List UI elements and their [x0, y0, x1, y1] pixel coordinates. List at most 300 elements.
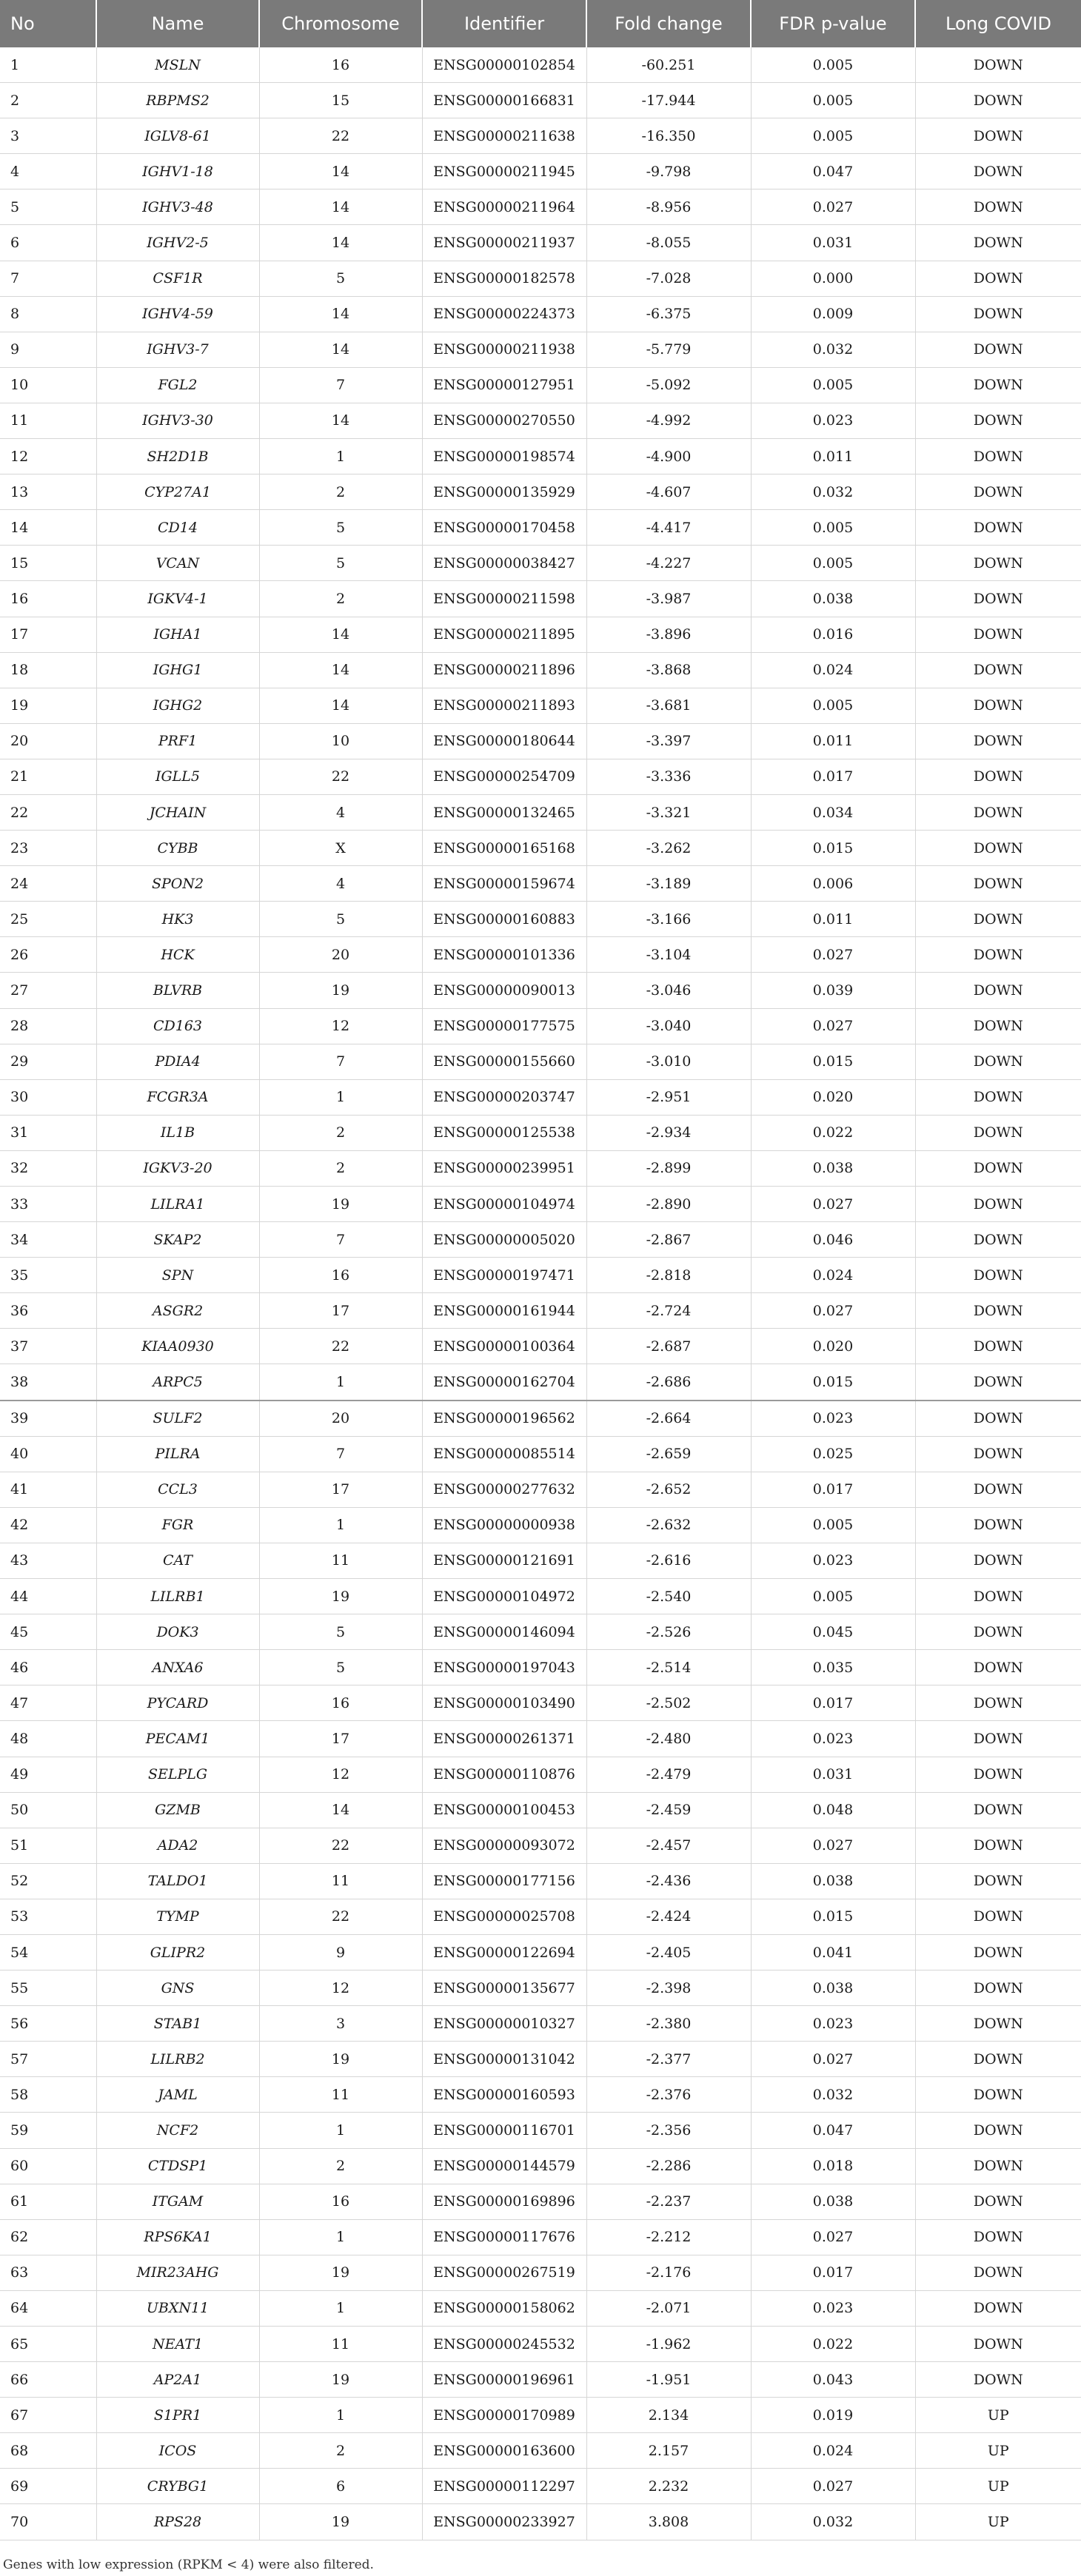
- cell-chromosome: 14: [259, 652, 422, 688]
- cell-long-covid: DOWN: [915, 332, 1081, 367]
- cell-fold-change: -2.436: [586, 1863, 751, 1899]
- cell-long-covid: DOWN: [915, 866, 1081, 902]
- cell-fold-change: -3.104: [586, 937, 751, 973]
- cell-fdr-p-value: 0.024: [751, 652, 915, 688]
- cell-chromosome: 12: [259, 1970, 422, 2006]
- cell-identifier: ENSG00000162704: [422, 1364, 586, 1401]
- table-row: [0, 47, 1081, 83]
- cell-identifier: ENSG00000196562: [422, 1401, 586, 1437]
- cell-long-covid: DOWN: [915, 296, 1081, 332]
- cell-fold-change: -3.046: [586, 973, 751, 1008]
- cell-fdr-p-value: 0.015: [751, 1044, 915, 1079]
- cell-fold-change: -2.377: [586, 2042, 751, 2077]
- cell-identifier: ENSG00000277632: [422, 1472, 586, 1507]
- table-row: [0, 510, 1081, 546]
- cell-name: CAT: [96, 1543, 259, 1578]
- cell-no: 37: [0, 1329, 96, 1364]
- table-row: [0, 2504, 1081, 2540]
- cell-identifier: ENSG00000245532: [422, 2327, 586, 2362]
- cell-chromosome: 2: [259, 581, 422, 617]
- cell-chromosome: 7: [259, 1044, 422, 1079]
- cell-identifier: ENSG00000180644: [422, 723, 586, 759]
- cell-no: 26: [0, 937, 96, 973]
- cell-no: 50: [0, 1792, 96, 1828]
- cell-fdr-p-value: 0.017: [751, 1472, 915, 1507]
- cell-identifier: ENSG00000211937: [422, 225, 586, 261]
- cell-name: FGR: [96, 1507, 259, 1543]
- cell-long-covid: UP: [915, 2469, 1081, 2504]
- cell-fdr-p-value: 0.023: [751, 2290, 915, 2326]
- cell-chromosome: 22: [259, 1329, 422, 1364]
- cell-no: 59: [0, 2113, 96, 2148]
- cell-fdr-p-value: 0.023: [751, 403, 915, 438]
- cell-long-covid: DOWN: [915, 1329, 1081, 1364]
- cell-chromosome: 12: [259, 1757, 422, 1792]
- cell-name: CRYBG1: [96, 2469, 259, 2504]
- cell-fold-change: -3.987: [586, 581, 751, 617]
- table-row: [0, 261, 1081, 296]
- cell-name: S1PR1: [96, 2398, 259, 2433]
- cell-name: PDIA4: [96, 1044, 259, 1079]
- cell-name: PECAM1: [96, 1721, 259, 1757]
- cell-fold-change: -2.899: [586, 1150, 751, 1186]
- cell-chromosome: 14: [259, 403, 422, 438]
- cell-fold-change: -2.867: [586, 1222, 751, 1258]
- cell-fold-change: -1.951: [586, 2362, 751, 2398]
- cell-chromosome: 22: [259, 1828, 422, 1863]
- table-row: [0, 2255, 1081, 2290]
- cell-long-covid: DOWN: [915, 118, 1081, 154]
- cell-chromosome: 19: [259, 2042, 422, 2077]
- cell-chromosome: 17: [259, 1721, 422, 1757]
- cell-identifier: ENSG00000197471: [422, 1258, 586, 1293]
- cell-name: JAML: [96, 2077, 259, 2113]
- table-row: [0, 1008, 1081, 1044]
- cell-chromosome: 2: [259, 2148, 422, 2184]
- cell-chromosome: 19: [259, 2255, 422, 2290]
- cell-long-covid: DOWN: [915, 474, 1081, 510]
- cell-fold-change: -2.071: [586, 2290, 751, 2326]
- cell-chromosome: 7: [259, 1436, 422, 1472]
- cell-fold-change: -4.417: [586, 510, 751, 546]
- cell-no: 39: [0, 1401, 96, 1437]
- cell-long-covid: DOWN: [915, 1828, 1081, 1863]
- cell-long-covid: DOWN: [915, 1187, 1081, 1222]
- cell-chromosome: 16: [259, 2184, 422, 2219]
- cell-fold-change: -2.176: [586, 2255, 751, 2290]
- cell-identifier: ENSG00000160883: [422, 902, 586, 937]
- cell-long-covid: DOWN: [915, 2113, 1081, 2148]
- cell-long-covid: DOWN: [915, 47, 1081, 83]
- cell-no: 18: [0, 652, 96, 688]
- table-row: [0, 1934, 1081, 1970]
- cell-identifier: ENSG00000112297: [422, 2469, 586, 2504]
- cell-fold-change: -3.262: [586, 831, 751, 866]
- cell-chromosome: 1: [259, 2290, 422, 2326]
- cell-fold-change: -2.724: [586, 1293, 751, 1329]
- table-row: [0, 1899, 1081, 1934]
- cell-identifier: ENSG00000182578: [422, 261, 586, 296]
- cell-no: 70: [0, 2504, 96, 2540]
- cell-chromosome: 14: [259, 617, 422, 652]
- table-row: [0, 866, 1081, 902]
- cell-name: ARPC5: [96, 1364, 259, 1401]
- cell-long-covid: DOWN: [915, 403, 1081, 438]
- cell-long-covid: DOWN: [915, 189, 1081, 225]
- cell-fold-change: -8.055: [586, 225, 751, 261]
- cell-fdr-p-value: 0.005: [751, 367, 915, 403]
- cell-chromosome: 14: [259, 154, 422, 189]
- cell-chromosome: 22: [259, 1899, 422, 1934]
- cell-fold-change: -3.321: [586, 794, 751, 830]
- cell-chromosome: X: [259, 831, 422, 866]
- cell-chromosome: 1: [259, 1079, 422, 1115]
- cell-fdr-p-value: 0.017: [751, 2255, 915, 2290]
- cell-no: 55: [0, 1970, 96, 2006]
- cell-chromosome: 5: [259, 1614, 422, 1650]
- cell-no: 67: [0, 2398, 96, 2433]
- header-fold-change: Fold change: [586, 0, 751, 47]
- cell-fold-change: -2.664: [586, 1401, 751, 1437]
- cell-fdr-p-value: 0.034: [751, 794, 915, 830]
- cell-chromosome: 16: [259, 1258, 422, 1293]
- cell-fdr-p-value: 0.046: [751, 1222, 915, 1258]
- cell-identifier: ENSG00000161944: [422, 1293, 586, 1329]
- cell-fdr-p-value: 0.023: [751, 1401, 915, 1437]
- cell-long-covid: DOWN: [915, 83, 1081, 118]
- cell-no: 7: [0, 261, 96, 296]
- cell-no: 30: [0, 1079, 96, 1115]
- cell-name: AP2A1: [96, 2362, 259, 2398]
- cell-no: 29: [0, 1044, 96, 1079]
- header-name: Name: [96, 0, 259, 47]
- cell-fold-change: -7.028: [586, 261, 751, 296]
- cell-chromosome: 14: [259, 1792, 422, 1828]
- cell-no: 42: [0, 1507, 96, 1543]
- cell-name: VCAN: [96, 546, 259, 581]
- cell-name: BLVRB: [96, 973, 259, 1008]
- cell-chromosome: 1: [259, 1364, 422, 1401]
- cell-chromosome: 11: [259, 1543, 422, 1578]
- cell-fold-change: -3.868: [586, 652, 751, 688]
- cell-identifier: ENSG00000166831: [422, 83, 586, 118]
- cell-identifier: ENSG00000121691: [422, 1543, 586, 1578]
- cell-name: JCHAIN: [96, 794, 259, 830]
- table-row: [0, 652, 1081, 688]
- cell-fdr-p-value: 0.048: [751, 1792, 915, 1828]
- cell-long-covid: DOWN: [915, 1686, 1081, 1721]
- cell-no: 65: [0, 2327, 96, 2362]
- cell-fold-change: 2.232: [586, 2469, 751, 2504]
- table-row: [0, 83, 1081, 118]
- cell-fdr-p-value: 0.047: [751, 2113, 915, 2148]
- cell-chromosome: 17: [259, 1472, 422, 1507]
- cell-fdr-p-value: 0.038: [751, 2184, 915, 2219]
- cell-no: 17: [0, 617, 96, 652]
- table-row: [0, 1293, 1081, 1329]
- cell-long-covid: DOWN: [915, 1472, 1081, 1507]
- cell-long-covid: DOWN: [915, 2042, 1081, 2077]
- cell-fdr-p-value: 0.011: [751, 902, 915, 937]
- cell-fold-change: -17.944: [586, 83, 751, 118]
- cell-name: SPON2: [96, 866, 259, 902]
- cell-fold-change: 2.157: [586, 2433, 751, 2469]
- cell-name: KIAA0930: [96, 1329, 259, 1364]
- cell-identifier: ENSG00000146094: [422, 1614, 586, 1650]
- table-row: [0, 1579, 1081, 1614]
- cell-identifier: ENSG00000170989: [422, 2398, 586, 2433]
- table-row: [0, 118, 1081, 154]
- cell-fdr-p-value: 0.031: [751, 1757, 915, 1792]
- cell-name: NEAT1: [96, 2327, 259, 2362]
- cell-name: RPS28: [96, 2504, 259, 2540]
- cell-fdr-p-value: 0.027: [751, 2042, 915, 2077]
- cell-fold-change: -2.398: [586, 1970, 751, 2006]
- cell-name: FGL2: [96, 367, 259, 403]
- cell-long-covid: DOWN: [915, 1650, 1081, 1686]
- table-row: [0, 1472, 1081, 1507]
- cell-long-covid: DOWN: [915, 1436, 1081, 1472]
- cell-fdr-p-value: 0.015: [751, 831, 915, 866]
- cell-chromosome: 1: [259, 2219, 422, 2255]
- cell-long-covid: DOWN: [915, 794, 1081, 830]
- cell-no: 68: [0, 2433, 96, 2469]
- cell-identifier: ENSG00000197043: [422, 1650, 586, 1686]
- cell-no: 57: [0, 2042, 96, 2077]
- table-row: [0, 2006, 1081, 2042]
- cell-identifier: ENSG00000211638: [422, 118, 586, 154]
- cell-fold-change: -2.951: [586, 1079, 751, 1115]
- cell-chromosome: 10: [259, 723, 422, 759]
- cell-fdr-p-value: 0.032: [751, 332, 915, 367]
- cell-name: RPS6KA1: [96, 2219, 259, 2255]
- cell-name: CTDSP1: [96, 2148, 259, 2184]
- cell-fold-change: -2.380: [586, 2006, 751, 2042]
- table-row: [0, 1863, 1081, 1899]
- table-row: [0, 759, 1081, 794]
- cell-name: IL1B: [96, 1115, 259, 1150]
- cell-name: IGHV4-59: [96, 296, 259, 332]
- cell-long-covid: UP: [915, 2433, 1081, 2469]
- cell-fdr-p-value: 0.005: [751, 546, 915, 581]
- cell-chromosome: 15: [259, 83, 422, 118]
- cell-fold-change: 3.808: [586, 2504, 751, 2540]
- cell-fdr-p-value: 0.009: [751, 296, 915, 332]
- cell-chromosome: 19: [259, 1187, 422, 1222]
- cell-name: ASGR2: [96, 1293, 259, 1329]
- cell-name: LILRA1: [96, 1187, 259, 1222]
- table-row: [0, 2433, 1081, 2469]
- cell-chromosome: 19: [259, 2362, 422, 2398]
- table-row: [0, 973, 1081, 1008]
- cell-identifier: ENSG00000211964: [422, 189, 586, 225]
- cell-fdr-p-value: 0.023: [751, 2006, 915, 2042]
- table-row: [0, 2469, 1081, 2504]
- table-row: [0, 439, 1081, 474]
- cell-no: 48: [0, 1721, 96, 1757]
- cell-fdr-p-value: 0.018: [751, 2148, 915, 2184]
- cell-name: CCL3: [96, 1472, 259, 1507]
- cell-fold-change: -2.526: [586, 1614, 751, 1650]
- cell-identifier: ENSG00000233927: [422, 2504, 586, 2540]
- cell-identifier: ENSG00000211598: [422, 581, 586, 617]
- cell-long-covid: DOWN: [915, 439, 1081, 474]
- table-row: [0, 2042, 1081, 2077]
- cell-long-covid: DOWN: [915, 546, 1081, 581]
- table-row: [0, 2113, 1081, 2148]
- cell-fdr-p-value: 0.045: [751, 1614, 915, 1650]
- cell-name: SELPLG: [96, 1757, 259, 1792]
- cell-no: 62: [0, 2219, 96, 2255]
- cell-name: CYBB: [96, 831, 259, 866]
- cell-name: GLIPR2: [96, 1934, 259, 1970]
- table-row: [0, 2077, 1081, 2113]
- cell-fdr-p-value: 0.027: [751, 2469, 915, 2504]
- cell-identifier: ENSG00000198574: [422, 439, 586, 474]
- cell-chromosome: 2: [259, 1115, 422, 1150]
- cell-fdr-p-value: 0.038: [751, 581, 915, 617]
- table-row: [0, 1686, 1081, 1721]
- cell-chromosome: 5: [259, 1650, 422, 1686]
- cell-chromosome: 22: [259, 118, 422, 154]
- table-row: [0, 1792, 1081, 1828]
- header-fdr-p-value: FDR p-value: [751, 0, 915, 47]
- cell-no: 69: [0, 2469, 96, 2504]
- table-row: [0, 1044, 1081, 1079]
- cell-no: 31: [0, 1115, 96, 1150]
- cell-name: GNS: [96, 1970, 259, 2006]
- cell-fdr-p-value: 0.006: [751, 866, 915, 902]
- cell-chromosome: 1: [259, 2398, 422, 2433]
- cell-fold-change: -2.459: [586, 1792, 751, 1828]
- cell-name: DOK3: [96, 1614, 259, 1650]
- cell-fold-change: -2.540: [586, 1579, 751, 1614]
- cell-long-covid: DOWN: [915, 1044, 1081, 1079]
- cell-identifier: ENSG00000038427: [422, 546, 586, 581]
- cell-fdr-p-value: 0.005: [751, 47, 915, 83]
- cell-no: 61: [0, 2184, 96, 2219]
- cell-fold-change: -4.900: [586, 439, 751, 474]
- table-row: [0, 1650, 1081, 1686]
- table-row: [0, 831, 1081, 866]
- cell-no: 66: [0, 2362, 96, 2398]
- cell-fdr-p-value: 0.017: [751, 759, 915, 794]
- cell-no: 46: [0, 1650, 96, 1686]
- table-row: [0, 225, 1081, 261]
- cell-fdr-p-value: 0.032: [751, 474, 915, 510]
- table-row: [0, 794, 1081, 830]
- cell-name: CD14: [96, 510, 259, 546]
- cell-identifier: ENSG00000211895: [422, 617, 586, 652]
- table-row: [0, 1187, 1081, 1222]
- cell-name: PRF1: [96, 723, 259, 759]
- cell-identifier: ENSG00000160593: [422, 2077, 586, 2113]
- table-row: [0, 617, 1081, 652]
- cell-long-covid: DOWN: [915, 1364, 1081, 1401]
- cell-fdr-p-value: 0.005: [751, 118, 915, 154]
- cell-long-covid: DOWN: [915, 1258, 1081, 1293]
- cell-chromosome: 14: [259, 332, 422, 367]
- cell-fdr-p-value: 0.027: [751, 2219, 915, 2255]
- cell-no: 44: [0, 1579, 96, 1614]
- table-row: [0, 723, 1081, 759]
- cell-fold-change: 2.134: [586, 2398, 751, 2433]
- cell-no: 54: [0, 1934, 96, 1970]
- cell-fdr-p-value: 0.027: [751, 189, 915, 225]
- cell-chromosome: 1: [259, 439, 422, 474]
- cell-long-covid: DOWN: [915, 902, 1081, 937]
- cell-fdr-p-value: 0.035: [751, 1650, 915, 1686]
- cell-no: 53: [0, 1899, 96, 1934]
- cell-long-covid: DOWN: [915, 1721, 1081, 1757]
- cell-name: NCF2: [96, 2113, 259, 2148]
- table-row: [0, 1614, 1081, 1650]
- header-no: No: [0, 0, 96, 47]
- cell-no: 28: [0, 1008, 96, 1044]
- cell-identifier: ENSG00000144579: [422, 2148, 586, 2184]
- cell-long-covid: DOWN: [915, 367, 1081, 403]
- cell-identifier: ENSG00000100364: [422, 1329, 586, 1364]
- cell-chromosome: 11: [259, 2327, 422, 2362]
- table-row: [0, 2362, 1081, 2398]
- cell-identifier: ENSG00000177156: [422, 1863, 586, 1899]
- table-row: [0, 189, 1081, 225]
- cell-no: 43: [0, 1543, 96, 1578]
- table-row: [0, 937, 1081, 973]
- cell-chromosome: 5: [259, 510, 422, 546]
- cell-identifier: ENSG00000125538: [422, 1115, 586, 1150]
- cell-fdr-p-value: 0.005: [751, 83, 915, 118]
- cell-fold-change: -2.356: [586, 2113, 751, 2148]
- table-row: [0, 1436, 1081, 1472]
- cell-no: 56: [0, 2006, 96, 2042]
- cell-fold-change: -2.659: [586, 1436, 751, 1472]
- cell-long-covid: DOWN: [915, 1792, 1081, 1828]
- cell-fdr-p-value: 0.005: [751, 688, 915, 723]
- cell-identifier: ENSG00000211938: [422, 332, 586, 367]
- cell-identifier: ENSG00000093072: [422, 1828, 586, 1863]
- cell-fold-change: -16.350: [586, 118, 751, 154]
- cell-chromosome: 11: [259, 1863, 422, 1899]
- cell-name: TALDO1: [96, 1863, 259, 1899]
- cell-name: SH2D1B: [96, 439, 259, 474]
- cell-fdr-p-value: 0.041: [751, 1934, 915, 1970]
- table-row: [0, 581, 1081, 617]
- cell-identifier: ENSG00000163600: [422, 2433, 586, 2469]
- cell-chromosome: 4: [259, 866, 422, 902]
- cell-fdr-p-value: 0.027: [751, 1008, 915, 1044]
- cell-long-covid: DOWN: [915, 1579, 1081, 1614]
- cell-fdr-p-value: 0.039: [751, 973, 915, 1008]
- table-row: [0, 688, 1081, 723]
- cell-long-covid: DOWN: [915, 937, 1081, 973]
- cell-long-covid: DOWN: [915, 581, 1081, 617]
- cell-identifier: ENSG00000267519: [422, 2255, 586, 2290]
- cell-fdr-p-value: 0.011: [751, 723, 915, 759]
- cell-no: 33: [0, 1187, 96, 1222]
- cell-no: 2: [0, 83, 96, 118]
- table-row: [0, 154, 1081, 189]
- cell-fdr-p-value: 0.038: [751, 1150, 915, 1186]
- table-row: [0, 2148, 1081, 2184]
- cell-chromosome: 19: [259, 2504, 422, 2540]
- cell-fold-change: -3.896: [586, 617, 751, 652]
- cell-identifier: ENSG00000177575: [422, 1008, 586, 1044]
- cell-long-covid: DOWN: [915, 973, 1081, 1008]
- cell-name: PILRA: [96, 1436, 259, 1472]
- cell-identifier: ENSG00000135929: [422, 474, 586, 510]
- cell-fdr-p-value: 0.032: [751, 2504, 915, 2540]
